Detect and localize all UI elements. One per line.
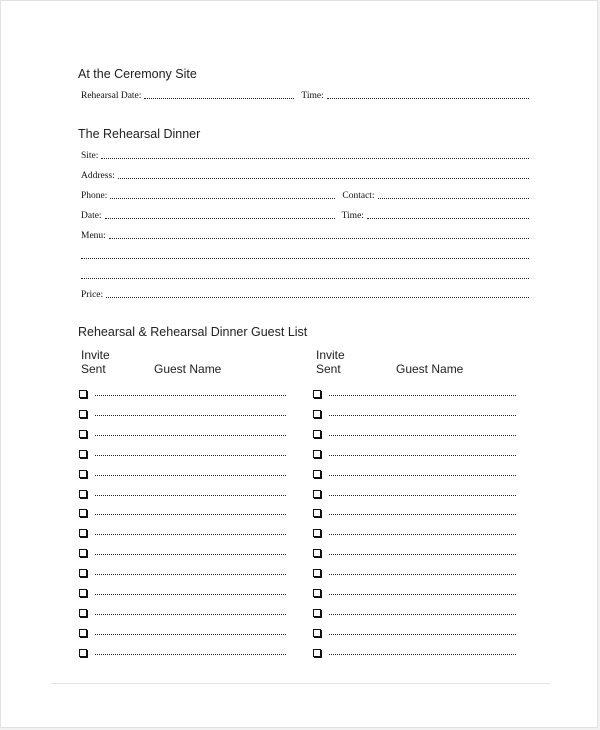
checkbox-icon[interactable] <box>79 450 87 458</box>
invite-header-line1: Invite <box>81 348 110 362</box>
phone-label: Phone: <box>81 191 108 201</box>
dinner-time-label: Time: <box>341 211 364 221</box>
guest-name-field[interactable] <box>95 654 286 655</box>
guest-row <box>79 566 286 580</box>
checkbox-icon[interactable] <box>79 410 87 418</box>
dinner-date-label: Date: <box>81 211 102 221</box>
invite-sent-header-right <box>316 348 345 376</box>
guest-name-field[interactable] <box>95 415 286 416</box>
rehearsal-date-row <box>81 87 529 101</box>
guest-name-field[interactable] <box>329 415 516 416</box>
page-footer-divider <box>51 683 550 684</box>
guest-name-field[interactable] <box>329 455 516 456</box>
guest-name-field[interactable] <box>329 475 516 476</box>
guest-row <box>313 566 516 580</box>
menu-extra-row <box>81 247 529 261</box>
checkbox-icon[interactable] <box>313 549 321 557</box>
checkbox-icon[interactable] <box>313 430 321 438</box>
guest-row <box>313 427 516 441</box>
checkbox-icon[interactable] <box>79 549 87 557</box>
guest-name-field[interactable] <box>95 495 286 496</box>
dinner-heading: The Rehearsal Dinner <box>78 127 201 141</box>
guest-row <box>313 506 516 520</box>
checkbox-icon[interactable] <box>79 509 87 517</box>
guest-name-field[interactable] <box>95 594 286 595</box>
guest-row <box>313 487 516 501</box>
guest-name-field[interactable] <box>329 534 516 535</box>
guest-name-header-left: Guest Name <box>154 362 222 376</box>
guest-row <box>313 407 516 421</box>
invite-header-line2: Sent <box>81 362 106 376</box>
menu-row <box>81 227 529 241</box>
price-row <box>81 286 529 300</box>
address-field[interactable] <box>118 178 529 179</box>
ceremony-heading: At the Ceremony Site <box>78 67 197 81</box>
checkbox-icon[interactable] <box>79 390 87 398</box>
guest-row <box>313 526 516 540</box>
guest-name-field[interactable] <box>95 614 286 615</box>
ceremony-time-field[interactable] <box>327 98 529 99</box>
guest-row <box>79 487 286 501</box>
address-label: Address: <box>81 171 115 181</box>
guest-row <box>313 646 516 660</box>
price-field[interactable] <box>106 297 529 298</box>
checkbox-icon[interactable] <box>313 589 321 597</box>
guest-row <box>79 427 286 441</box>
checkbox-icon[interactable] <box>313 629 321 637</box>
checkbox-icon[interactable] <box>313 609 321 617</box>
site-label: Site: <box>81 151 99 161</box>
guest-row <box>313 546 516 560</box>
site-field[interactable] <box>101 158 529 159</box>
menu-field[interactable] <box>109 238 529 239</box>
guest-row <box>79 606 286 620</box>
checkbox-icon[interactable] <box>313 390 321 398</box>
guest-row <box>313 626 516 640</box>
guest-row <box>79 526 286 540</box>
guest-row <box>79 506 286 520</box>
checkbox-icon[interactable] <box>313 529 321 537</box>
phone-field[interactable] <box>110 198 335 199</box>
ceremony-time-label: Time: <box>301 91 324 101</box>
site-row <box>81 147 529 161</box>
checkbox-icon[interactable] <box>79 649 87 657</box>
checkbox-icon[interactable] <box>79 609 87 617</box>
guest-row <box>79 447 286 461</box>
guest-name-header-right: Guest Name <box>396 362 464 376</box>
invite-header-line1: Invite <box>316 348 345 362</box>
dinner-time-field[interactable] <box>367 218 529 219</box>
guest-row <box>313 467 516 481</box>
date-time-row <box>81 207 529 221</box>
menu-extra-row <box>81 267 529 281</box>
phone-contact-row <box>81 187 529 201</box>
guest-row <box>79 407 286 421</box>
invite-header-line2: Sent <box>316 362 341 376</box>
checkbox-icon[interactable] <box>313 450 321 458</box>
checkbox-icon[interactable] <box>313 569 321 577</box>
checkbox-icon[interactable] <box>313 509 321 517</box>
guest-name-field[interactable] <box>95 534 286 535</box>
guest-name-field[interactable] <box>329 554 516 555</box>
guest-row <box>79 546 286 560</box>
guest-name-field[interactable] <box>95 475 286 476</box>
checkbox-icon[interactable] <box>313 490 321 498</box>
checkbox-icon[interactable] <box>79 529 87 537</box>
checkbox-icon[interactable] <box>79 629 87 637</box>
checkbox-icon[interactable] <box>79 470 87 478</box>
contact-field[interactable] <box>378 198 529 199</box>
guest-name-field[interactable] <box>95 435 286 436</box>
guest-name-field[interactable] <box>95 455 286 456</box>
guest-row <box>313 586 516 600</box>
guest-name-field[interactable] <box>95 634 286 635</box>
guest-name-field[interactable] <box>329 594 516 595</box>
guest-row <box>79 586 286 600</box>
guest-row <box>313 606 516 620</box>
checkbox-icon[interactable] <box>79 589 87 597</box>
menu-field-line-2[interactable] <box>81 258 529 259</box>
guest-name-field[interactable] <box>95 554 286 555</box>
address-row <box>81 167 529 181</box>
guest-name-field[interactable] <box>95 514 286 515</box>
guest-name-field[interactable] <box>329 395 516 396</box>
contact-label: Contact: <box>342 191 375 201</box>
guest-name-field[interactable] <box>329 435 516 436</box>
checkbox-icon[interactable] <box>313 410 321 418</box>
rehearsal-date-field[interactable] <box>144 98 294 99</box>
rehearsal-date-label: Rehearsal Date: <box>81 91 142 101</box>
checkbox-icon[interactable] <box>79 430 87 438</box>
guest-name-field[interactable] <box>329 634 516 635</box>
guest-row <box>79 626 286 640</box>
guest-row <box>79 387 286 401</box>
guest-name-field[interactable] <box>329 574 516 575</box>
invite-sent-header-left <box>81 348 110 376</box>
price-label: Price: <box>81 290 104 300</box>
guest-name-field[interactable] <box>329 614 516 615</box>
guest-row <box>313 447 516 461</box>
checkbox-icon[interactable] <box>79 569 87 577</box>
guest-name-field[interactable] <box>95 574 286 575</box>
guest-row <box>313 387 516 401</box>
guest-list-heading: Rehearsal & Rehearsal Dinner Guest List <box>78 325 308 339</box>
menu-field-line-3[interactable] <box>81 278 529 279</box>
guest-row <box>79 467 286 481</box>
dinner-date-field[interactable] <box>105 218 335 219</box>
checkbox-icon[interactable] <box>313 470 321 478</box>
guest-name-field[interactable] <box>329 514 516 515</box>
guest-name-field[interactable] <box>95 395 286 396</box>
menu-label: Menu: <box>81 231 106 241</box>
checkbox-icon[interactable] <box>79 490 87 498</box>
checkbox-icon[interactable] <box>313 649 321 657</box>
guest-name-field[interactable] <box>329 654 516 655</box>
guest-row <box>79 646 286 660</box>
guest-name-field[interactable] <box>329 495 516 496</box>
